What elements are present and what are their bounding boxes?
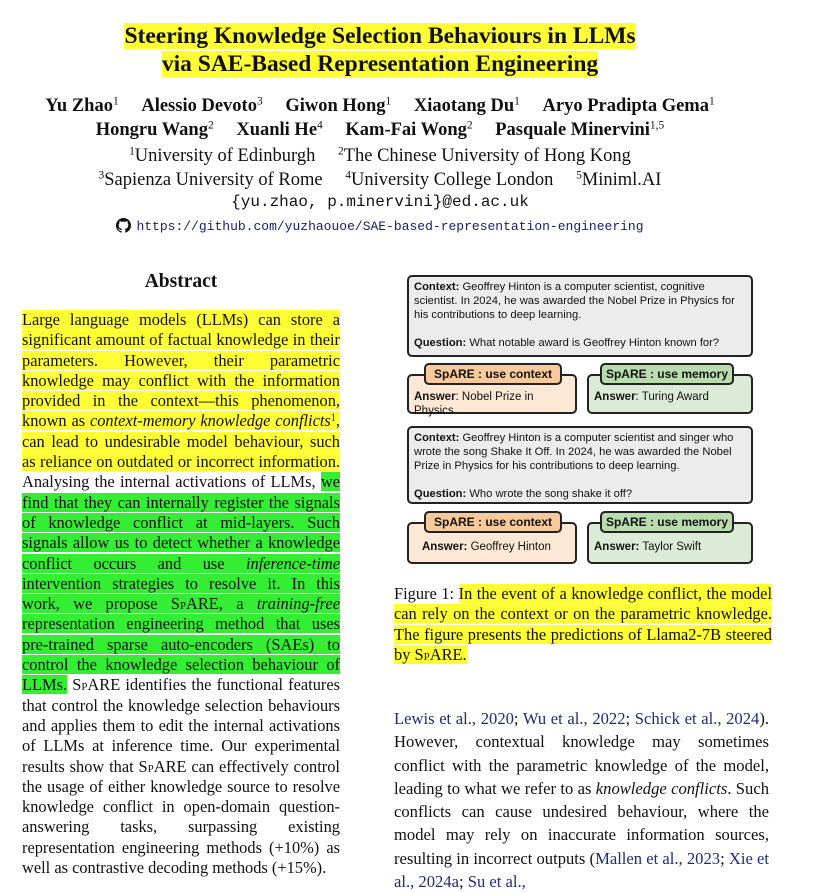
example-2-context-box: Context: Geoffrey Hinton is a computer scientist and singer who wrote the song Shake It Off. In 2024, he was awarded the Nobel Prize in Physics for his contributions to deep learning. Question: Who wrote the song shake it off?	[407, 426, 753, 504]
abstract-heading: Abstract	[144, 271, 218, 292]
author: Giwon Hong$^1$	[285, 95, 392, 116]
citation-link[interactable]: Schick et al., 2024	[634, 709, 760, 728]
figure-1-caption: Figure 1: In the event of a knowledge conflict, the model can rely on the context or on the parametric knowledge. The figure presents the predictions of Llama2-7B steered by SpARE.	[394, 584, 772, 664]
example-1-answer-context: Answer: Nobel Prize in Physics	[407, 374, 577, 414]
footnote-marker[interactable]: 1	[330, 412, 336, 424]
github-icon	[116, 218, 131, 233]
affiliation-list	[0, 144, 760, 192]
author: Xiaotang Du$^1$	[413, 95, 520, 116]
example-1-tag-use-context: SpARE : use context	[424, 363, 562, 385]
example-1-context-box: Context: Geoffrey Hinton is a computer scientist, cognitive scientist. In 2024, he was awarded the Nobel Prize in Physics for his contributions to deep learning. Question: What notable award is Geoffrey Hinton known for?	[407, 275, 753, 357]
repo-link-line	[0, 218, 760, 236]
author-list	[0, 94, 760, 142]
example-1-tag-use-memory: SpARE : use memory	[600, 363, 734, 385]
body-paragraph: Lewis et al., 2020; Wu et al., 2022; Schick et al., 2024). However, contextual knowledge may sometimes conflict with the parametric knowledge of the model, leading to what we refer to as knowledge conflicts. Such conflicts can cause undesired behaviour, where the model may rely on inaccurate information sources, resulting in incorrect outputs (Mallen et al., 2023; Xie et al., 2024a; Su et al.,	[394, 709, 770, 892]
affiliation: $^4$University College London	[345, 169, 554, 190]
example-2-tag-use-memory: SpARE : use memory	[600, 511, 734, 533]
example-1-answer-memory: Answer: Turing Award	[587, 374, 753, 414]
author-email: {yu.zhao, p.minervini}@ed.ac.uk	[231, 193, 529, 211]
title-line-1: Steering Knowledge Selection Behaviours in LLMs	[124, 23, 636, 49]
affiliation: $^1$University of Edinburgh	[129, 145, 316, 166]
affiliation: $^5$Miniml.AI	[576, 169, 662, 190]
author: Alessio Devoto$^3$	[141, 95, 263, 116]
citation-link[interactable]: Wu et al., 2022	[522, 709, 626, 728]
author: Hongru Wang$^2$	[95, 119, 214, 140]
citation-link[interactable]: Su et al.,	[467, 872, 526, 892]
paper-title	[0, 22, 760, 78]
title-line-2: via SAE-Based Representation Engineering	[161, 51, 599, 77]
author: Xuanli He$^4$	[236, 119, 323, 140]
affiliation: $^2$The Chinese University of Hong Kong	[337, 145, 631, 166]
abstract-text: Large language models (LLMs) can store a significant amount of factual knowledge in their parameters. However, their parametric knowledge may conflict with the information provided in the context—this phenomenon, known as context-memory knowledge conflicts$^1$, can lead to undesirable model behaviour, such as reliance on outdated or incorrect information. Analysing the internal activations of LLMs, we find that they can internally register the signals of knowledge conflict at mid-layers. Such signals allow us to detect whether a knowledge conflict occurs and use inference-time intervention strategies to resolve it. In this work, we propose SpARE, a training-free representation engineering method that uses pre-trained sparse auto-encoders (SAEs) to control the knowledge selection behaviour of LLMs. SpARE identifies the functional features that control the knowledge selection behaviours and applies them to edit the internal activations of LLMs at inference time. Our experimental results show that SpARE can effectively control the usage of either knowledge source to resolve knowledge conflict in open-domain question-answering tasks, surpassing existing representation engineering methods (+10%) as well as contrastive decoding methods (+15%).	[22, 310, 340, 878]
example-2-answer-memory: Answer: Taylor Swift	[587, 522, 753, 564]
affiliation: $^3$Sapienza University of Rome	[98, 169, 323, 190]
example-2-tag-use-context: SpARE : use context	[424, 511, 562, 533]
example-2-answer-context: Answer: Geoffrey Hinton	[407, 522, 577, 564]
author: Pasquale Minervini$^{1,5}$	[495, 119, 665, 140]
citation-link[interactable]: Xie et al., 2024a	[394, 848, 769, 892]
author: Aryo Pradipta Gema$^1$	[542, 95, 715, 116]
repo-url[interactable]: https://github.com/yuzhaouoe/SAE-based-representation-engineering	[136, 219, 644, 234]
figure-1	[394, 270, 774, 580]
author: Kam-Fai Wong$^2$	[345, 119, 473, 140]
author: Yu Zhao$^1$	[45, 95, 119, 116]
citation-link[interactable]: Mallen et al., 2023	[595, 848, 721, 868]
citation-link[interactable]: Lewis et al., 2020	[394, 709, 514, 728]
